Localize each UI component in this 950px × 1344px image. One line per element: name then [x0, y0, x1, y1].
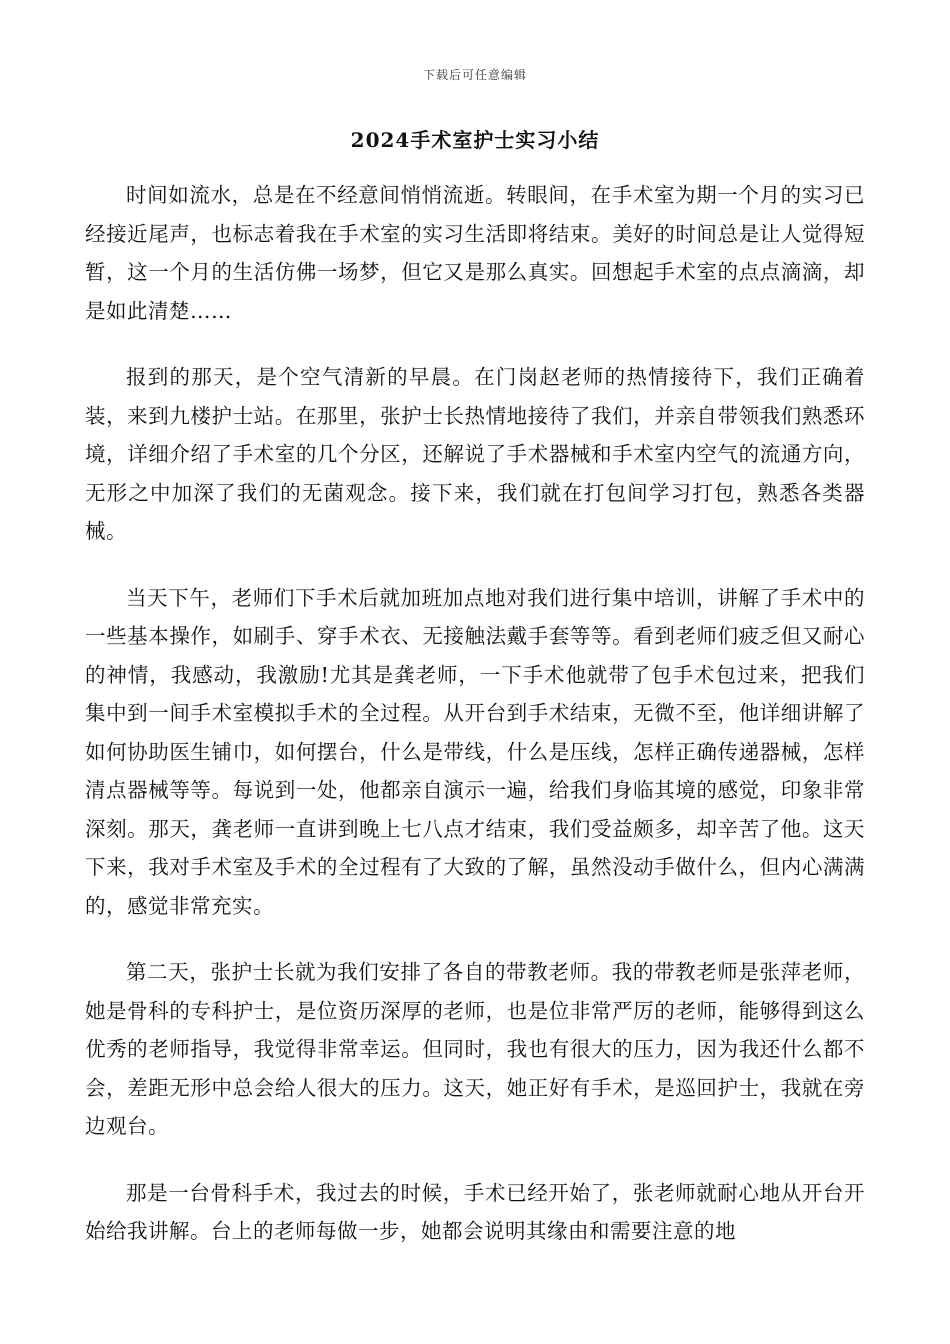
header-note: 下载后可任意编辑: [422, 68, 527, 82]
paragraph: 报到的那天，是个空气清新的早晨。在门岗赵老师的热情接待下，我们正确着装，来到九楼护士站。在那里，张护士长热情地接待了我们，并亲自带领我们熟悉环境，详细介绍了手术室的几个分区，还解说了手术器械和手术室内空气的流通方向，无形之中加深了我们的无菌观念。接下来，我们就在打包间学习打包，熟悉各类器械。: [85, 365, 865, 543]
document-title: 2024手术室护士实习小结: [350, 128, 600, 152]
paragraph: 当天下午，老师们下手术后就加班加点地对我们进行集中培训，讲解了手术中的一些基本操作，如刷手、穿手术衣、无接触法戴手套等等。看到老师们疲乏但又耐心的神情，我感动，我激励!尤其是龚老师，一下手术他就带了包手术包过来，把我们集中到一间手术室模拟手术的全过程。从开台到手术结束，无微不至，他详细讲解了如何协助医生铺巾，如何摆台，什么是带线，什么是压线，怎样正确传递器械，怎样清点器械等等。每说到一处，他都亲自演示一遍，给我们身临其境的感觉，印象非常深刻。那天，龚老师一直讲到晚上七八点才结束，我们受益颇多，却辛苦了他。这天下来，我对手术室及手术的全过程有了大致的了解，虽然没动手做什么，但内心满满的，感觉非常充实。: [85, 585, 865, 918]
document-body: [85, 176, 865, 1279]
paragraph: 那是一台骨科手术，我过去的时候，手术已经开始了，张老师就耐心地从开台开始给我讲解。台上的老师每做一步，她都会说明其缘由和需要注意的地: [85, 1180, 865, 1243]
paragraph: 第二天，张护士长就为我们安排了各自的带教老师。我的带教老师是张萍老师，她是骨科的专科护士，是位资历深厚的老师，也是位非常严厉的老师，能够得到这么优秀的老师指导，我觉得非常幸运。但同时，我也有很大的压力，因为我还什么都不会，差距无形中总会给人很大的压力。这天，她正好有手术，是巡回护士，我就在旁边观台。: [85, 960, 865, 1138]
paragraph: 时间如流水，总是在不经意间悄悄流逝。转眼间，在手术室为期一个月的实习已经接近尾声，也标志着我在手术室的实习生活即将结束。美好的时间总是让人觉得短暂，这一个月的生活仿佛一场梦，但它又是那么真实。回想起手术室的点点滴滴，却是如此清楚……: [85, 183, 865, 323]
